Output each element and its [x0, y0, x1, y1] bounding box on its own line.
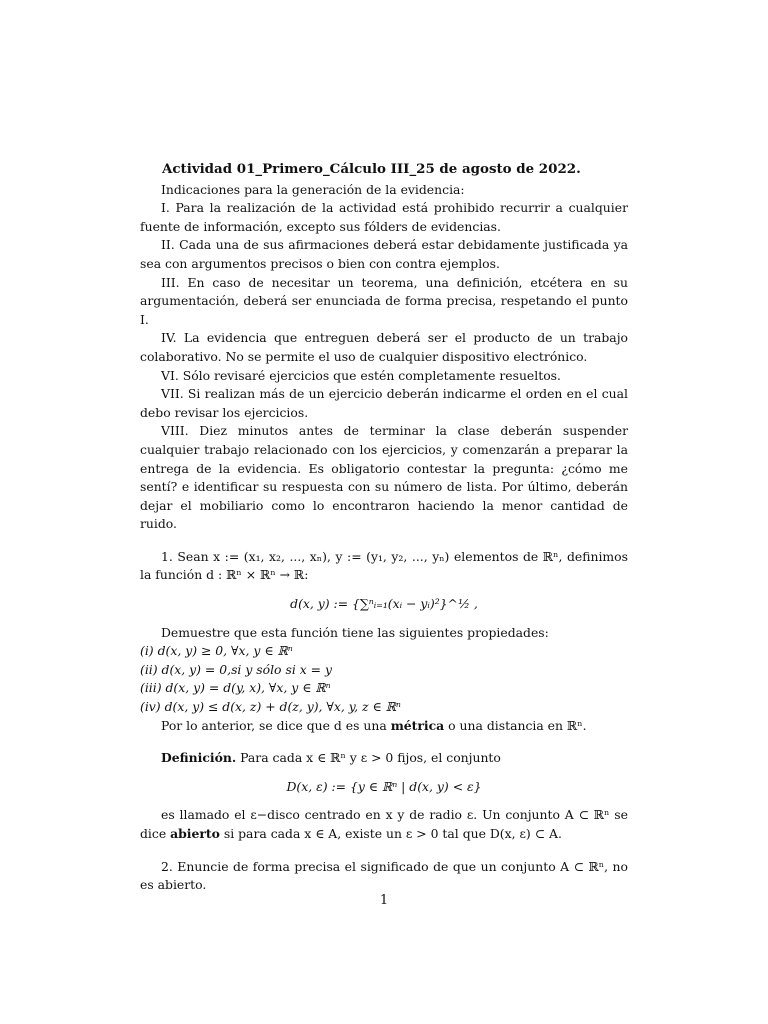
def-cont-pre: es llamado el ε−disco centrado en x y de radio ε. Un conjunto A ⊂ ℝⁿ se dice [140, 807, 628, 841]
definition-text: Para cada x ∈ ℝⁿ y ε > 0 fijos, el conjunto [236, 750, 501, 766]
exercise-2-text: 2. Enuncie de forma precisa el significado de que un conjunto A ⊂ ℝⁿ, no es abierto. [140, 858, 628, 893]
property-i: (i) d(x, y) ≥ 0, ∀x, y ∈ ℝⁿ [140, 643, 293, 659]
property-list [140, 642, 628, 716]
rule-3: III. En caso de necesitar un teorema, una definición, etcétera en su argumentación, deberá ser enunciada de forma precisa, respetando el punto I. [140, 274, 628, 327]
rule-8: VIII. Diez minutos antes de terminar la clase deberán suspender cualquier trabajo relacionado con los ejercicios, y comenzarán a preparar la entrega de la evidencia. Es obligatorio contestar la pregunta: ¿cómo me sentí? e identificar su respuesta con su número de lista. Por último, deberán dejar el mobiliario como lo encontraron haciendo la menor cantidad de ruido. [140, 423, 628, 532]
definition-label: Definición. [161, 750, 237, 766]
property-ii: (ii) d(x, y) = 0,si y sólo si x = y [140, 661, 332, 677]
document-page [140, 160, 628, 895]
metric-post: o una distancia en ℝⁿ. [444, 717, 587, 733]
metric-term: métrica [390, 717, 445, 733]
definition-continued [140, 806, 628, 843]
rule-1: I. Para la realización de la actividad está prohibido recurrir a cualquier fuente de información, excepto sus fólders de evidencias. [140, 200, 628, 234]
open-term: abierto [170, 826, 220, 841]
page-title: Actividad 01_Primero_Cálculo III_25 de agosto de 2022. [162, 161, 581, 177]
exercise-1-text: 1. Sean x := (x₁, x₂, ..., xₙ), y := (y₁, y₂, ..., yₙ) elementos de ℝⁿ, definimos la función d : ℝⁿ × ℝⁿ → ℝ: [140, 548, 628, 583]
rule-4: IV. La evidencia que entreguen deberá ser el producto de un trabajo colaborativo. No se permite el uso de cualquier dispositivo electrónico. [140, 330, 628, 364]
exercise-1-prompt: Demuestre que esta función tiene las siguientes propiedades: [161, 624, 549, 640]
metric-pre: Por lo anterior, se dice que d es una [161, 717, 391, 733]
metric-statement [140, 717, 628, 736]
distance-formula: d(x, y) := {∑ⁿᵢ₌₁(xᵢ − yᵢ)²}^½ , [290, 596, 478, 612]
rule-2: II. Cada una de sus afirmaciones deberá estar debidamente justificada ya sea con argumentos precisos o bien con contra ejemplos. [140, 237, 628, 271]
definition [140, 749, 628, 768]
property-iii: (iii) d(x, y) = d(y, x), ∀x, y ∈ ℝⁿ [140, 680, 331, 696]
rule-7: VII. Si realizan más de un ejercicio deberán indicarme el orden en el cual debo revisar los ejercicios. [140, 386, 628, 420]
rule-6: VI. Sólo revisaré ejercicios que estén completamente resueltos. [161, 367, 561, 383]
page-number: 1 [379, 893, 389, 908]
disc-formula: D(x, ε) := {y ∈ ℝⁿ | d(x, y) < ε} [286, 778, 482, 794]
intro-text: Indicaciones para la generación de la evidencia: [161, 181, 465, 197]
def-cont-post: si para cada x ∈ A, existe un ε > 0 tal que D(x, ε) ⊂ A. [219, 826, 562, 841]
property-iv: (iv) d(x, y) ≤ d(x, z) + d(z, y), ∀x, y, z ∈ ℝⁿ [140, 699, 401, 715]
